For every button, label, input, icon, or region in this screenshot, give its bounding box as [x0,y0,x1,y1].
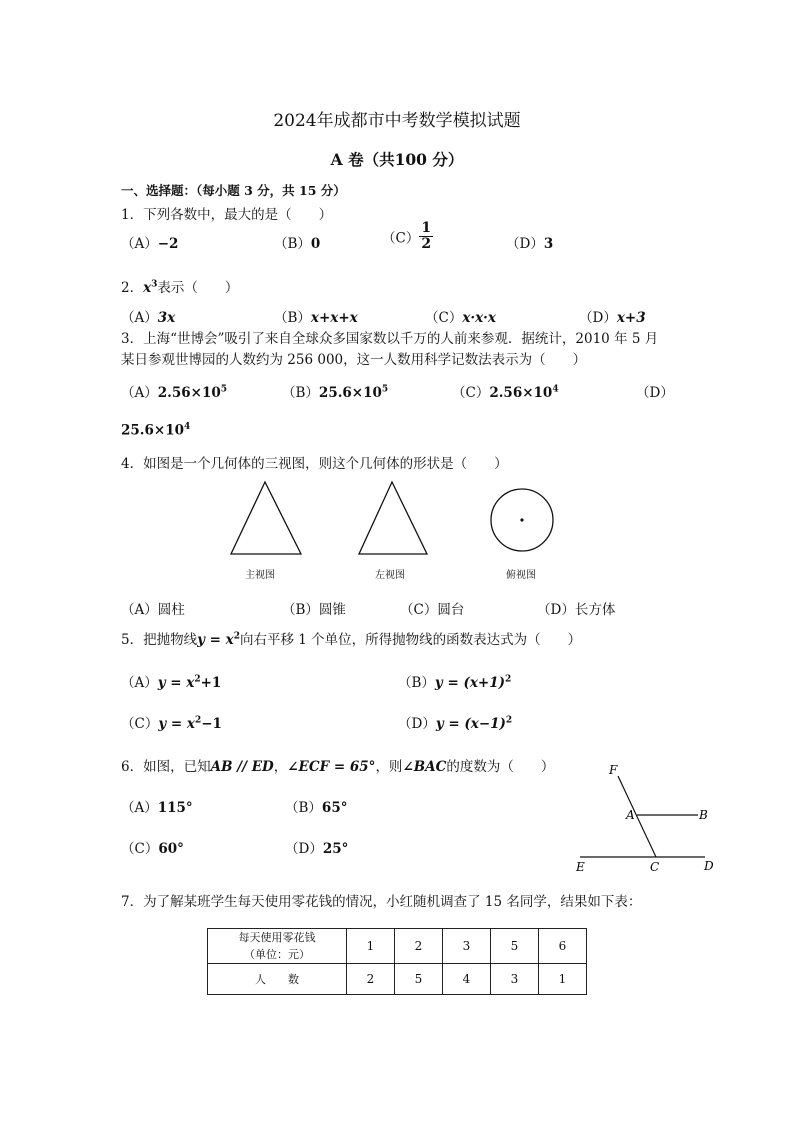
question-2-option-d: （D）x+3 [579,310,646,326]
table-cell: 6 [539,929,587,964]
page-title: 2024年成都市中考数学模拟试题 [273,111,521,131]
front-view-caption: 主视图 [245,570,275,581]
question-2-option-a: （A）3x [121,310,176,326]
point-label-e: E [576,860,585,874]
table-row-header: 人 数 [208,964,347,995]
table-cell: 2 [395,929,443,964]
question-3-stem-line-1: 3．上海“世博会”吸引了来自全球众多国家数以千万的人前来参观．据统计，2010 年 5 月 [121,331,659,347]
side-view-triangle [359,482,427,554]
point-label-a: A [626,808,635,822]
question-3-option-c: $(C)2.56\times 10^4$ [452,384,559,401]
parallel-lines-figure [570,760,730,880]
question-2-option-b: （B）x+x+x [274,310,358,326]
top-view-caption: 俯视图 [506,570,536,581]
question-6-option-b: （B）65° [285,800,348,816]
point-label-d: D [704,859,714,873]
question-3-stem-line-2: 某日参观世博园的人数约为 256 000，这一人数用科学记数法表示为（ ） [121,352,587,368]
question-2-stem: 2．$x^3$表示（ ） [121,279,239,296]
question-4-option-b: （B）圆锥 [282,602,346,618]
question-5-option-b: $(B)y = (x+1)^2$ [398,674,512,691]
point-label-b: B [699,808,708,822]
table-cell: 5 [395,964,443,995]
question-6-option-c: （C）60° [121,841,184,857]
question-3-option-a: $(A)2.56\times 10^5$ [121,384,227,401]
pocket-money-table [207,928,587,995]
table-header-cell [208,929,347,964]
table-row [208,964,587,995]
question-3-option-b: $(B)25.6\times 10^5$ [282,384,389,401]
front-view-triangle [231,482,301,554]
table-cell: 3 [443,929,491,964]
question-4-option-a: （A）圆柱 [121,602,185,618]
table-header-line-1: 每天使用零花钱 [238,931,316,944]
table-cell: 1 [347,929,395,964]
table-cell: 5 [491,929,539,964]
question-2-option-c: （C）x·x·x [425,310,496,326]
table-header-line-2: （单位：元） [244,948,310,961]
question-4-option-d: （D）长方体 [537,602,616,618]
table-cell: 1 [539,964,587,995]
question-5-stem: 5．把抛物线$y = x^2$向右平移 1 个单位，所得抛物线的函数表达式为（ ） [121,631,582,648]
question-5-option-d: $(D)y = (x-1)^2$ [398,715,513,732]
question-6-option-a: （A）115° [121,800,193,816]
side-view-caption: 左视图 [375,570,405,581]
question-4-option-c: （C）圆台 [400,602,465,618]
fraction-one-half: $\frac{1}{2}$ [421,220,432,252]
question-3-option-d: $25.6\times 10^4$ [121,422,191,439]
point-label-c: C [650,860,660,874]
question-3-option-d-label: （D） [636,385,674,401]
question-1-stem: 1．下列各数中，最大的是（ ） [121,207,333,223]
question-6-stem: 6．如图，已知AB // ED，∠ECF = 65°，则∠BAC的度数为（ ） [121,759,555,775]
question-6-option-d: （D）25° [285,841,349,857]
section-heading: 一、选择题：（每小题 3 分，共 15 分） [121,183,346,198]
table-cell: 4 [443,964,491,995]
point-label-f: F [609,763,618,777]
question-1-option-d: （D）3 [506,236,554,252]
question-7-stem: 7．为了解某班学生每天使用零花钱的情况，小红随机调查了 15 名同学，结果如下表： [121,894,642,910]
question-5-option-c: $(C)y = x^2-1$ [121,715,222,732]
question-5-option-a: $(A)y = x^2+1$ [121,674,222,691]
three-view-figure [220,475,570,560]
table-cell: 3 [491,964,539,995]
page-subtitle: A 卷（共100 分） [330,150,464,169]
question-1-option-a: （A）−2 [121,236,179,252]
question-1-option-c: （C） $\frac{1}{2}$ [382,220,432,252]
table-row [208,929,587,964]
question-4-stem: 4．如图是一个几何体的三视图，则这个几何体的形状是（ ） [121,456,508,472]
question-1-option-b: （B）0 [274,236,321,252]
top-view-center-dot [520,518,523,521]
transversal-line-fc [618,776,656,857]
table-cell: 2 [347,964,395,995]
